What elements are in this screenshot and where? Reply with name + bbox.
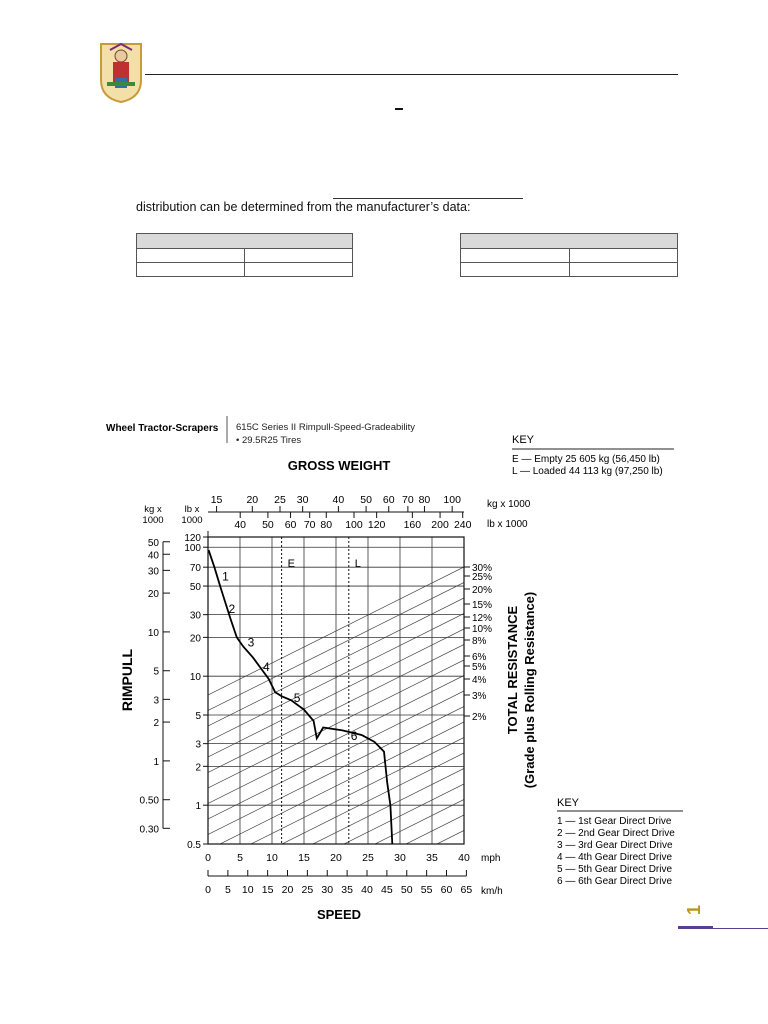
kmh-tick-label: 0: [205, 884, 211, 896]
resistance-tick-label: 2%: [472, 712, 487, 723]
kmh-unit: km/h: [481, 886, 503, 897]
gear-key: [557, 797, 683, 887]
kmh-tick-label: 25: [301, 884, 314, 896]
resistance-tick-label: 3%: [472, 691, 487, 702]
rimpull-kg-tick-label: 30: [147, 566, 159, 578]
mph-tick-label: 15: [298, 852, 310, 864]
kmh-tick-label: 30: [321, 884, 334, 896]
gear-key-title: KEY: [557, 797, 580, 809]
rimpull-kg-tick-label: 50: [147, 537, 159, 549]
rimpull-lb-tick-label: 70: [189, 563, 201, 575]
weight-kg-tick-label: 80: [418, 494, 431, 506]
rimpull-kg-tick-label: 40: [147, 550, 159, 562]
kmh-tick-label: 45: [381, 884, 393, 896]
resistance-tick-label: 25%: [472, 572, 493, 583]
x-axis-title: SPEED: [316, 907, 362, 922]
resistance-tick-label: 12%: [472, 613, 493, 624]
weight-kg-tick-label: 100: [443, 494, 461, 506]
rimpull-kg-tick-label: 5: [153, 666, 159, 678]
kmh-tick-label: 15: [261, 884, 274, 896]
page-number-text: 1: [683, 904, 704, 916]
resistance-tick-label: 5%: [472, 662, 487, 673]
mph-tick-label: 0: [205, 852, 211, 864]
chart-header-left: Wheel Tractor-Scrapers: [106, 423, 219, 434]
weight-kg-tick-label: 50: [360, 494, 372, 506]
footer-accent-line: [678, 926, 713, 929]
weight-lb-tick-label: 100: [345, 519, 363, 531]
rimpull-kg-tick-label: 3: [153, 695, 159, 707]
gear-key-entry: 2 — 2nd Gear Direct Drive: [557, 828, 675, 839]
right-axis-title-2: (Grade plus Rolling Resistance): [522, 591, 537, 789]
gear-label: 6: [350, 729, 358, 744]
chart-header-line2: • 29.5R25 Tires: [236, 435, 302, 446]
gear-label: 5: [293, 691, 301, 706]
y-axis-title: RIMPULL: [119, 648, 135, 712]
weight-lb-tick-label: 60: [284, 519, 297, 531]
rimpull-lb-tick-label: 50: [189, 582, 201, 594]
rimpull-kg-tick-label: 2: [153, 718, 159, 730]
resistance-tick-label: 30%: [472, 563, 493, 574]
rimpull-lb-tick-label: 0.5: [187, 840, 201, 851]
weight-lb-tick-label: 200: [431, 519, 449, 531]
right-axis-title-1: TOTAL RESISTANCE: [505, 605, 520, 735]
top-unit-kg: kg x 1000: [487, 499, 531, 510]
gear-label: 2: [228, 601, 236, 616]
rimpull-lb-tick-label: 5: [195, 711, 201, 723]
weight-lb-tick-label: 160: [403, 519, 422, 531]
rimpull-lb-tick-label: 30: [189, 610, 201, 622]
kmh-tick-label: 35: [341, 884, 353, 896]
weight-lb-tick-label: 50: [262, 519, 274, 531]
weight-kg-tick-label: 30: [296, 494, 309, 506]
weight-kg-tick-label: 20: [246, 494, 259, 506]
weight-lb-tick-label: 80: [320, 519, 333, 531]
mph-unit: mph: [481, 853, 501, 864]
rimpull-lb-tick-label: 100: [184, 543, 201, 555]
gear-label: 3: [247, 635, 255, 650]
gear-key-entry: 4 — 4th Gear Direct Drive: [557, 852, 673, 863]
top-unit-lb: lb x 1000: [487, 519, 528, 530]
kmh-tick-label: 65: [460, 884, 473, 896]
gear-key-entry: 1 — 1st Gear Direct Drive: [557, 816, 672, 827]
rimpull-lb-tick-label: 2: [195, 762, 201, 774]
resistance-tick-label: 6%: [472, 652, 487, 663]
speed-axes: [205, 852, 472, 896]
footer-rule: [713, 928, 768, 929]
mph-tick-label: 10: [266, 852, 278, 864]
mph-tick-label: 35: [426, 852, 438, 864]
mph-tick-label: 30: [394, 852, 406, 864]
kmh-tick-label: 5: [224, 884, 231, 896]
gear-label: 1: [222, 569, 229, 584]
resistance-line: [144, 846, 464, 1006]
resistance-tick-label: 8%: [472, 636, 487, 647]
rimpull-lb-tick-label: 20: [189, 633, 201, 645]
weight-marker-label: E: [287, 558, 295, 570]
weight-key-title: KEY: [512, 434, 535, 446]
resistance-tick-label: 4%: [472, 675, 487, 686]
kmh-tick-label: 20: [281, 884, 294, 896]
rimpull-kg-tick-label: 20: [147, 589, 159, 601]
weight-key-entry-e: E — Empty 25 605 kg (56,450 lb): [512, 454, 660, 465]
weight-marker-label: L: [354, 558, 361, 570]
weight-lb-tick-label: 240: [453, 519, 472, 531]
weight-kg-tick-label: 60: [382, 494, 395, 506]
intro-text: distribution can be determined from the manufacturer’s data:: [136, 200, 471, 214]
mph-tick-label: 5: [237, 852, 243, 864]
gear-key-entry: 3 — 3rd Gear Direct Drive: [557, 840, 673, 851]
weight-lb-tick-label: 120: [367, 519, 386, 531]
rimpull-lb-tick-label: 120: [184, 533, 201, 544]
left-unit-kg: kg x 1000: [142, 504, 164, 526]
resistance-tick-label: 15%: [472, 600, 493, 611]
rimpull-axes: [140, 531, 208, 851]
weight-kg-tick-label: 70: [402, 494, 414, 506]
rimpull-lb-tick-label: 10: [189, 672, 201, 684]
kmh-tick-label: 55: [420, 884, 433, 896]
chart-title: GROSS WEIGHT: [287, 458, 391, 473]
kmh-tick-label: 60: [440, 884, 453, 896]
rimpull-lb-tick-label: 1: [195, 801, 201, 813]
resistance-tick-label: 10%: [472, 624, 493, 635]
rimpull-kg-tick-label: 1: [153, 756, 159, 768]
resistance-tick-label: 20%: [472, 585, 493, 596]
gear-key-entry: 5 — 5th Gear Direct Drive: [557, 864, 673, 875]
chart-header-line1: 615C Series II Rimpull-Speed-Gradeability: [236, 422, 415, 433]
rimpull-kg-tick-label: 0.30: [139, 824, 159, 836]
left-unit-lb: lb x 1000: [181, 504, 203, 526]
weight-key-entry-l: L — Loaded 44 113 kg (97,250 lb): [512, 466, 663, 477]
mph-tick-label: 20: [330, 852, 342, 864]
kmh-tick-label: 40: [361, 884, 373, 896]
kmh-tick-label: 10: [241, 884, 254, 896]
weight-kg-tick-label: 15: [210, 494, 223, 506]
page-number: [680, 895, 710, 925]
total-resistance-axis: [464, 563, 492, 723]
weight-kg-tick-label: 40: [332, 494, 345, 506]
mph-tick-label: 40: [458, 852, 470, 864]
rimpull-kg-tick-label: 10: [147, 627, 159, 639]
gear-key-entry: 6 — 6th Gear Direct Drive: [557, 876, 673, 887]
mph-tick-label: 25: [362, 852, 374, 864]
weight-lb-tick-label: 40: [234, 519, 247, 531]
gross-weight-axis: [208, 494, 472, 531]
rimpull-lb-tick-label: 3: [195, 739, 201, 751]
gear-label: 4: [263, 659, 270, 674]
kmh-tick-label: 50: [400, 884, 413, 896]
weight-kg-tick-label: 25: [274, 494, 286, 506]
weight-lb-tick-label: 70: [303, 519, 316, 531]
rimpull-kg-tick-label: 0.50: [139, 795, 159, 807]
